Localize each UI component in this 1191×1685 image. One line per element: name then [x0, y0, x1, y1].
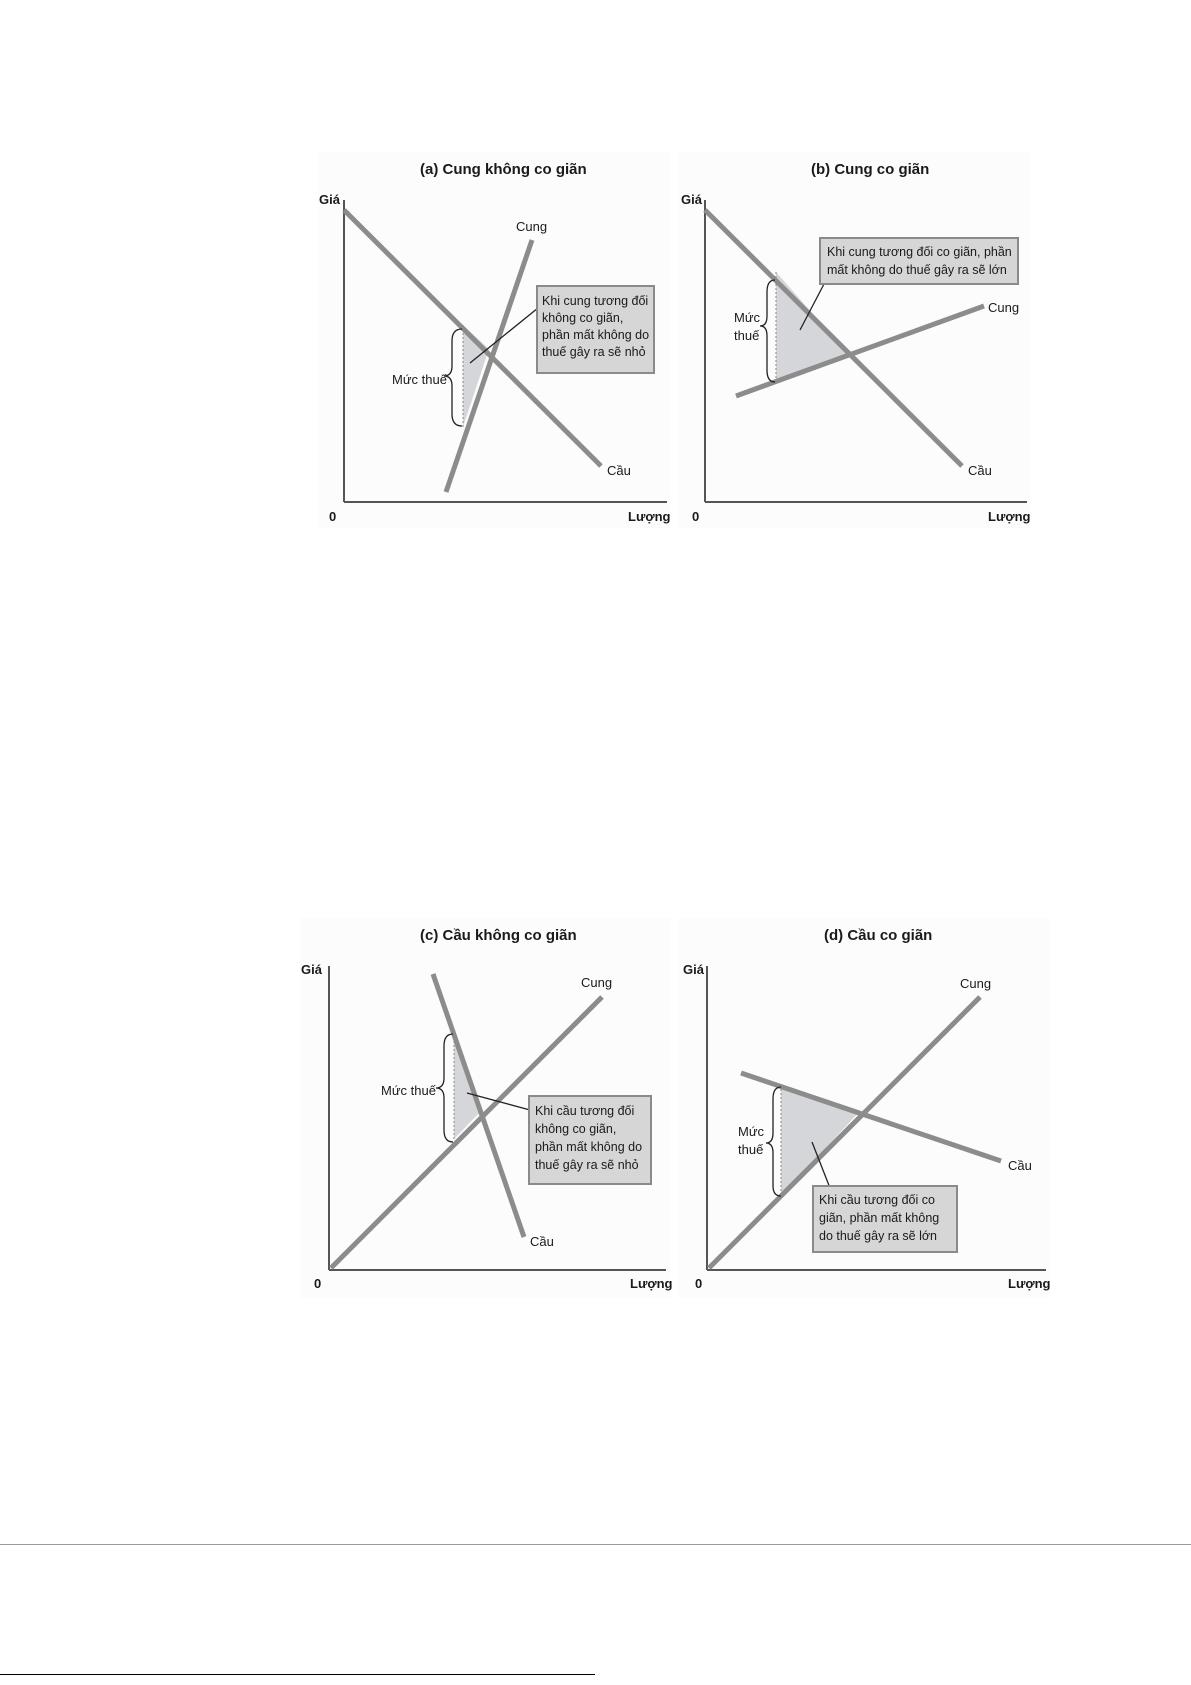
panel-d: [678, 918, 1051, 1298]
panel-d-note-line-1: Khi cầu tương đối co: [819, 1193, 935, 1207]
panel-b-note-line-1: Khi cung tương đối co giãn, phần: [827, 245, 1012, 259]
panel-a-tax-label: Mức thuế: [392, 372, 447, 387]
panel-c-x-axis-label: Lượng: [630, 1276, 673, 1291]
panel-d-tax-label-line-1: Mức: [738, 1124, 765, 1139]
panel-a: [318, 152, 671, 528]
panel-a-note-line-2: không co giãn,: [542, 311, 624, 325]
panel-a-note-line-3: phần mất không do: [542, 328, 650, 342]
panel-a-x-axis-label: Lượng: [628, 509, 671, 524]
panel-b-tax-label-line-2: thuế: [734, 328, 760, 343]
panel-d-note-line-3: do thuế gây ra sẽ lớn: [819, 1229, 937, 1243]
panel-d-note-line-2: giãn, phần mất không: [819, 1211, 940, 1225]
panel-c-y-axis-label: Giá: [301, 962, 322, 977]
panel-d-demand-label: Cầu: [1008, 1158, 1032, 1173]
footnote-divider: [0, 1674, 595, 1675]
panel-b-x-axis-label: Lượng: [988, 509, 1031, 524]
panel-b: [678, 152, 1031, 528]
panel-a-title: (a) Cung không co giãn: [420, 161, 587, 178]
panel-d-title: (d) Cầu co giãn: [824, 927, 933, 944]
panel-b-y-axis-label: Giá: [681, 192, 702, 207]
panel-d-x-axis-label: Lượng: [1008, 1276, 1051, 1291]
panel-a-origin: 0: [329, 509, 337, 524]
panel-b-origin: 0: [692, 509, 700, 524]
page-footer-divider: [0, 1544, 1191, 1545]
panel-b-note-line-2: mất không do thuế gây ra sẽ lớn: [827, 263, 1007, 277]
panel-d-tax-label-line-2: thuế: [738, 1142, 764, 1157]
panel-a-note-line-4: thuế gây ra sẽ nhỏ: [542, 345, 646, 359]
panel-c-demand-label: Cầu: [530, 1234, 554, 1249]
panel-c-note-line-2: không co giãn,: [535, 1122, 617, 1136]
panel-d-supply-label: Cung: [960, 976, 992, 991]
panel-b-demand-label: Cầu: [968, 463, 992, 478]
panel-c-title: (c) Cầu không co giãn: [420, 927, 577, 944]
panel-c-note-line-3: phần mất không do: [535, 1140, 643, 1154]
panel-c: [300, 918, 673, 1298]
panel-c-note-line-4: thuế gây ra sẽ nhỏ: [535, 1158, 639, 1172]
panel-d-origin: 0: [695, 1276, 703, 1291]
panel-c-note-line-1: Khi cầu tương đối: [535, 1104, 635, 1118]
panel-c-supply-label: Cung: [581, 975, 613, 990]
panel-a-note-line-1: Khi cung tương đối: [542, 294, 649, 308]
panel-d-note: [819, 1193, 943, 1243]
panel-c-origin: 0: [314, 1276, 322, 1291]
panel-b-supply-label: Cung: [988, 300, 1020, 315]
panel-c-tax-label: Mức thuế: [381, 1083, 436, 1098]
panel-d-y-axis-label: Giá: [683, 962, 704, 977]
panel-a-y-axis-label: Giá: [319, 192, 340, 207]
panel-b-title: (b) Cung co giãn: [811, 161, 930, 178]
panel-a-demand-label: Cầu: [607, 463, 631, 478]
panel-b-tax-label-line-1: Mức: [734, 310, 761, 325]
panel-a-supply-label: Cung: [516, 219, 548, 234]
